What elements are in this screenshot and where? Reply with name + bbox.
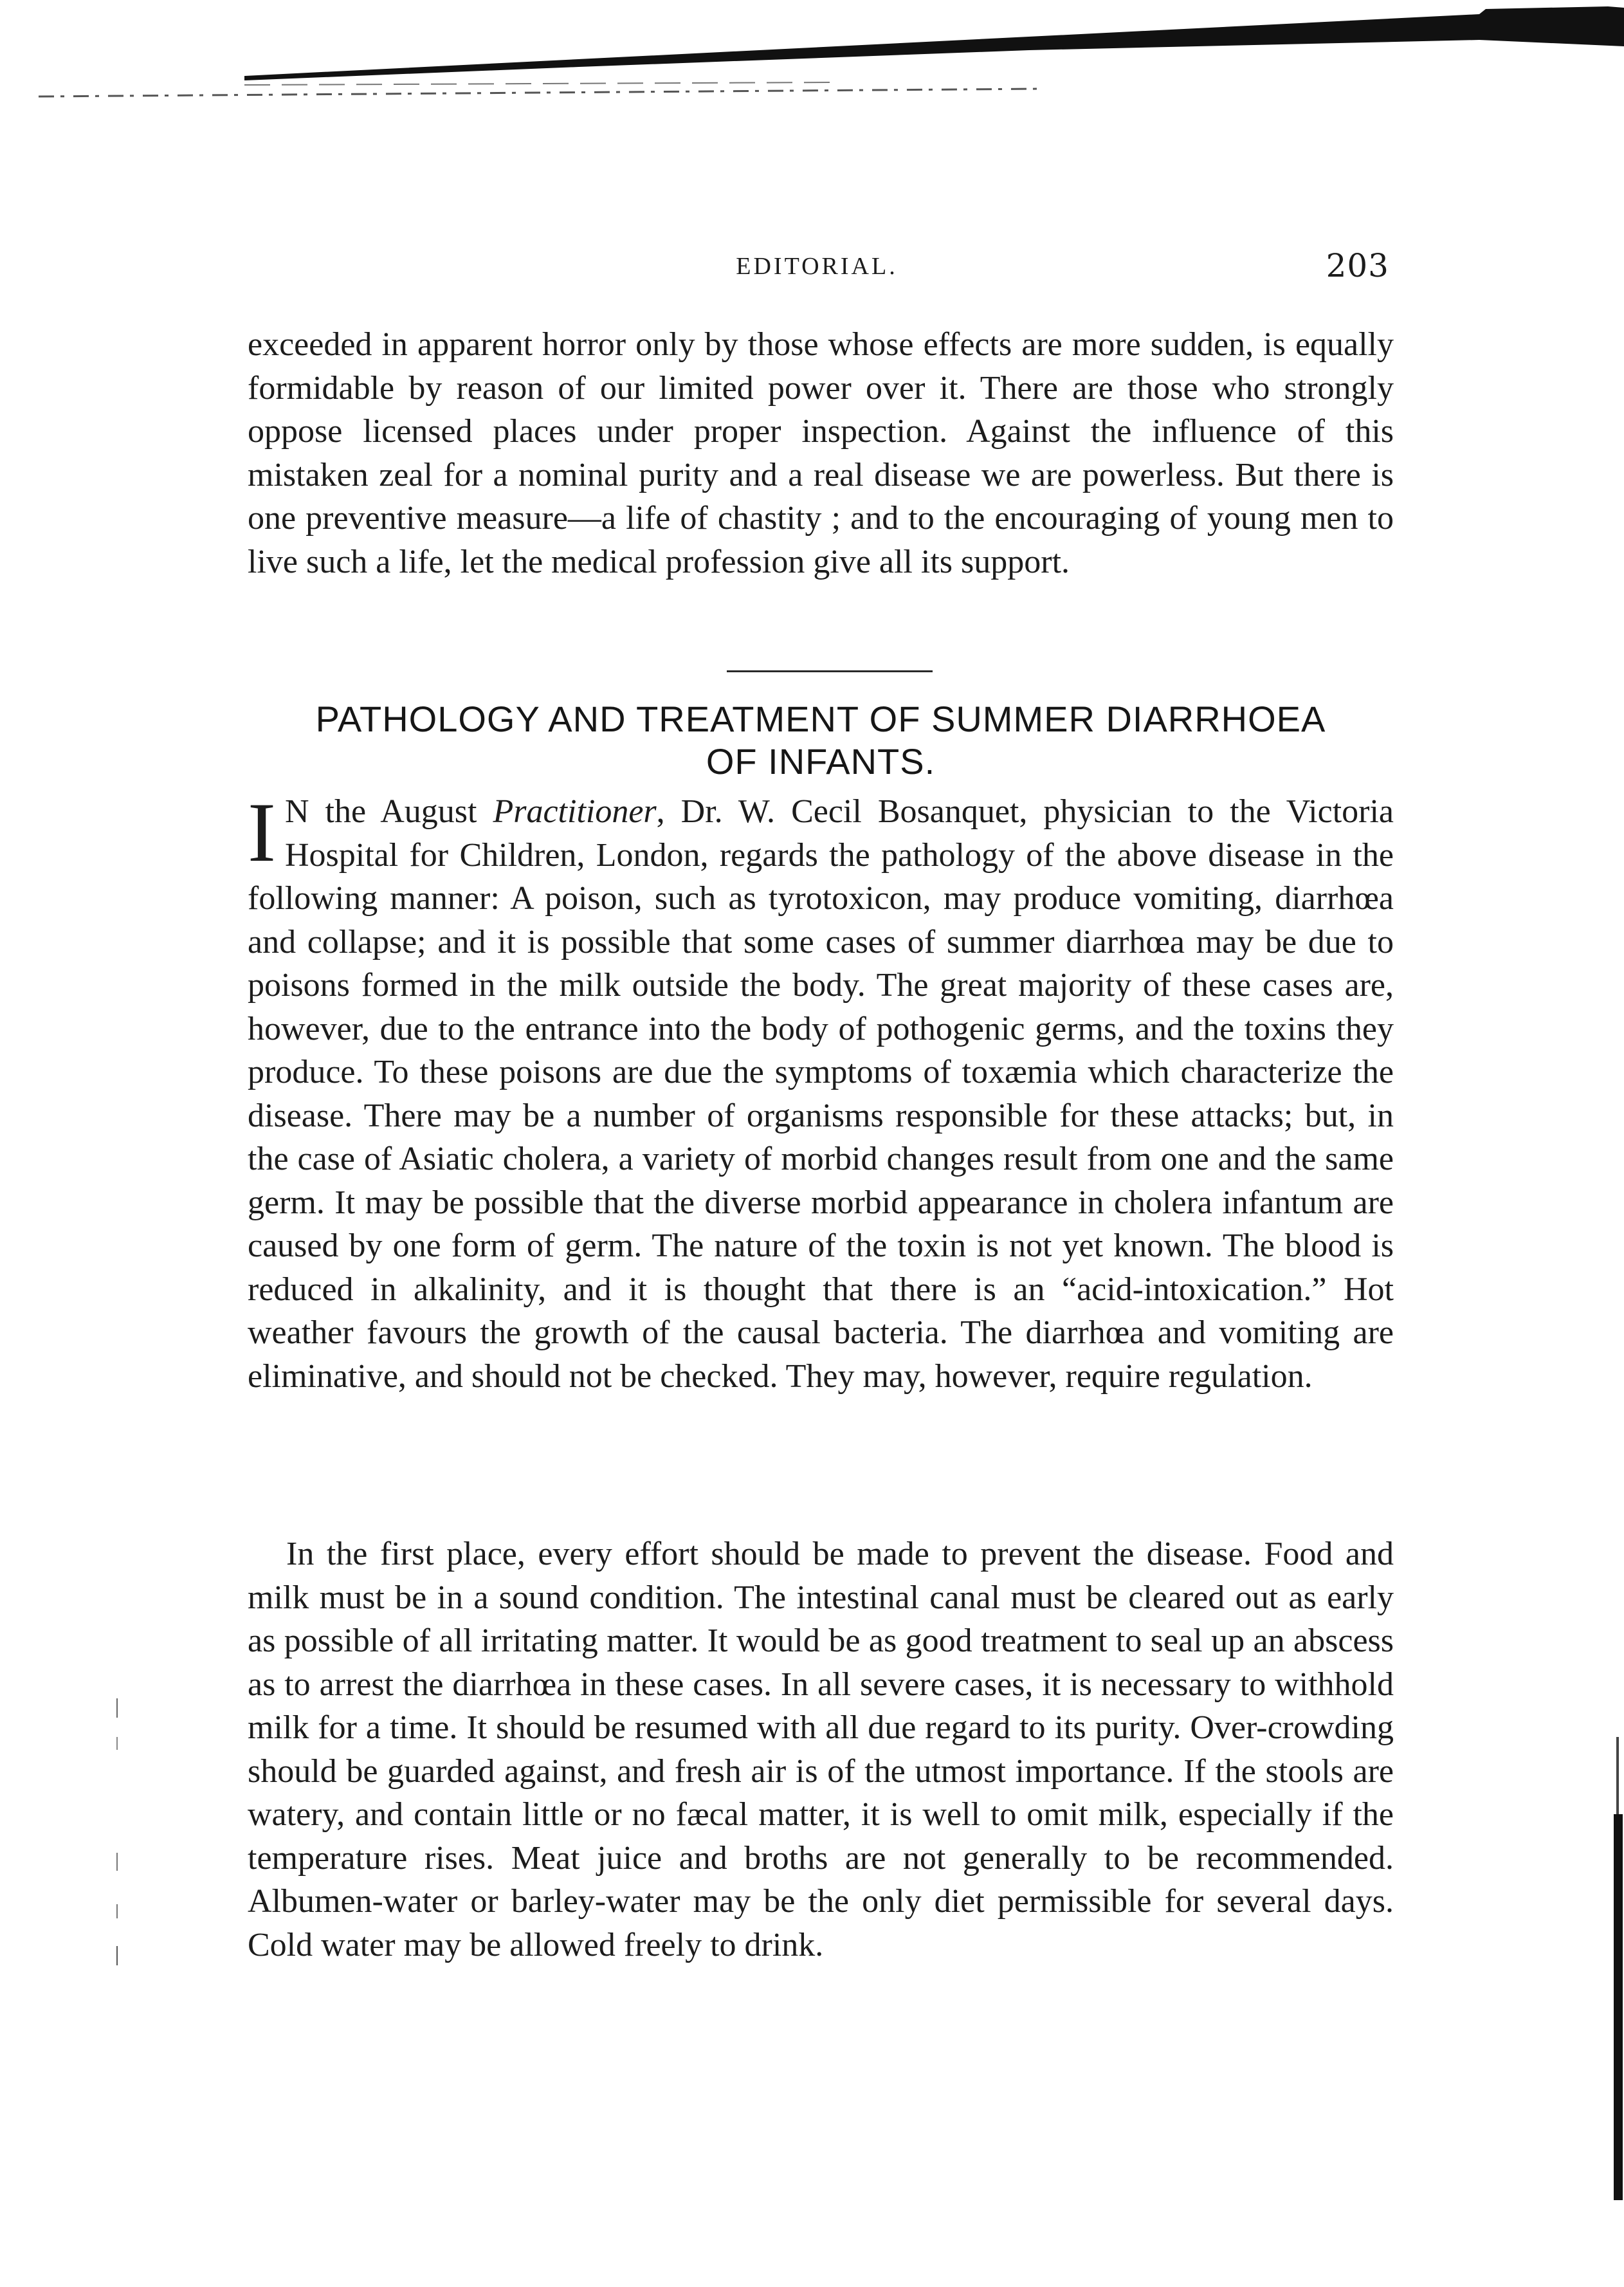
scan-edge-artifact	[0, 0, 1624, 122]
paragraph-body: , Dr. W. Cecil Bosanquet, physician to the Victoria Hospital for Children, London, regards the pathology of the above disease in the following manner: A poison, such as tyrotoxicon, may produce vomiting, diarrhœa and collapse; and it is possible that some cases of summer diarrhœa may be due to poisons formed in the milk outside the body. The great majority of these cases are, however, due to the entrance into the body of pothogenic germs, and the toxins they produce. To these poisons are due the symptoms of toxæmia which characterize the disease. There may be a number of organisms responsible for these attacks; but, in the case of Asiatic cholera, a variety of morbid changes result from one and the same germ. It may be possible that the diverse morbid appearance in cholera infantum are caused by one form of germ. The nature of the toxin is not yet known. The blood is reduced in alkalinity, and it is thought that there is an “acid-intoxication.” Hot weather favours the growth of the causal bacteria. The diarrhœa and vomiting are eliminative, and should not be checked. They may, however, require regulation.	[248, 793, 1394, 1395]
scan-edge-shadow	[1612, 1737, 1624, 2200]
drop-cap: I	[248, 785, 276, 879]
paragraph-lead: N the August	[284, 793, 493, 830]
continued-paragraph	[248, 323, 1394, 583]
journal-name: Practitioner	[493, 793, 657, 830]
continued-paragraph-text: exceeded in apparent horror only by those whose effects are more sudden, is equally formidable by reason of our limited power over it. There are those who strongly oppose licensed places under proper inspection. Against the influence of this mistaken zeal for a nominal purity and a real disease we are powerless. But there is one preventive measure—a life of chastity ; and to the encouraging of young men to live such a life, let the medical profession give all its support.	[248, 326, 1394, 580]
running-title: EDITORIAL.	[736, 253, 898, 280]
article-title-line-2: OF INFANTS.	[706, 741, 936, 782]
article-title-line-1: PATHOLOGY AND TREATMENT OF SUMMER DIARRHOEA	[315, 699, 1326, 739]
section-divider	[727, 670, 933, 672]
page-number: 203	[1326, 247, 1389, 284]
margin-marks	[114, 1698, 121, 1969]
article-title	[248, 698, 1394, 783]
running-header	[244, 247, 1389, 291]
article-paragraph-2	[248, 1532, 1394, 1967]
article-paragraph-1	[248, 785, 1394, 1398]
paragraph-2-text: In the first place, every effort should be made to prevent the disease. Food and milk must be in a sound condition. The intestinal canal must be cleared out as early as possible of all irritating matter. It would be as good treatment to seal up an abscess as to arrest the diarrhœa in these cases. In all severe cases, it is necessary to withhold milk for a time. It should be resumed with all due regard to its purity. Over-crowding should be guarded against, and fresh air is of the utmost importance. If the stools are watery, and contain little or no fæcal matter, it is well to omit milk, especially if the temperature rises. Meat juice and broths are not generally to be recommended. Albumen-water or barley-water may be the only diet permissible for several days. Cold water may be allowed freely to drink.	[248, 1536, 1394, 1963]
